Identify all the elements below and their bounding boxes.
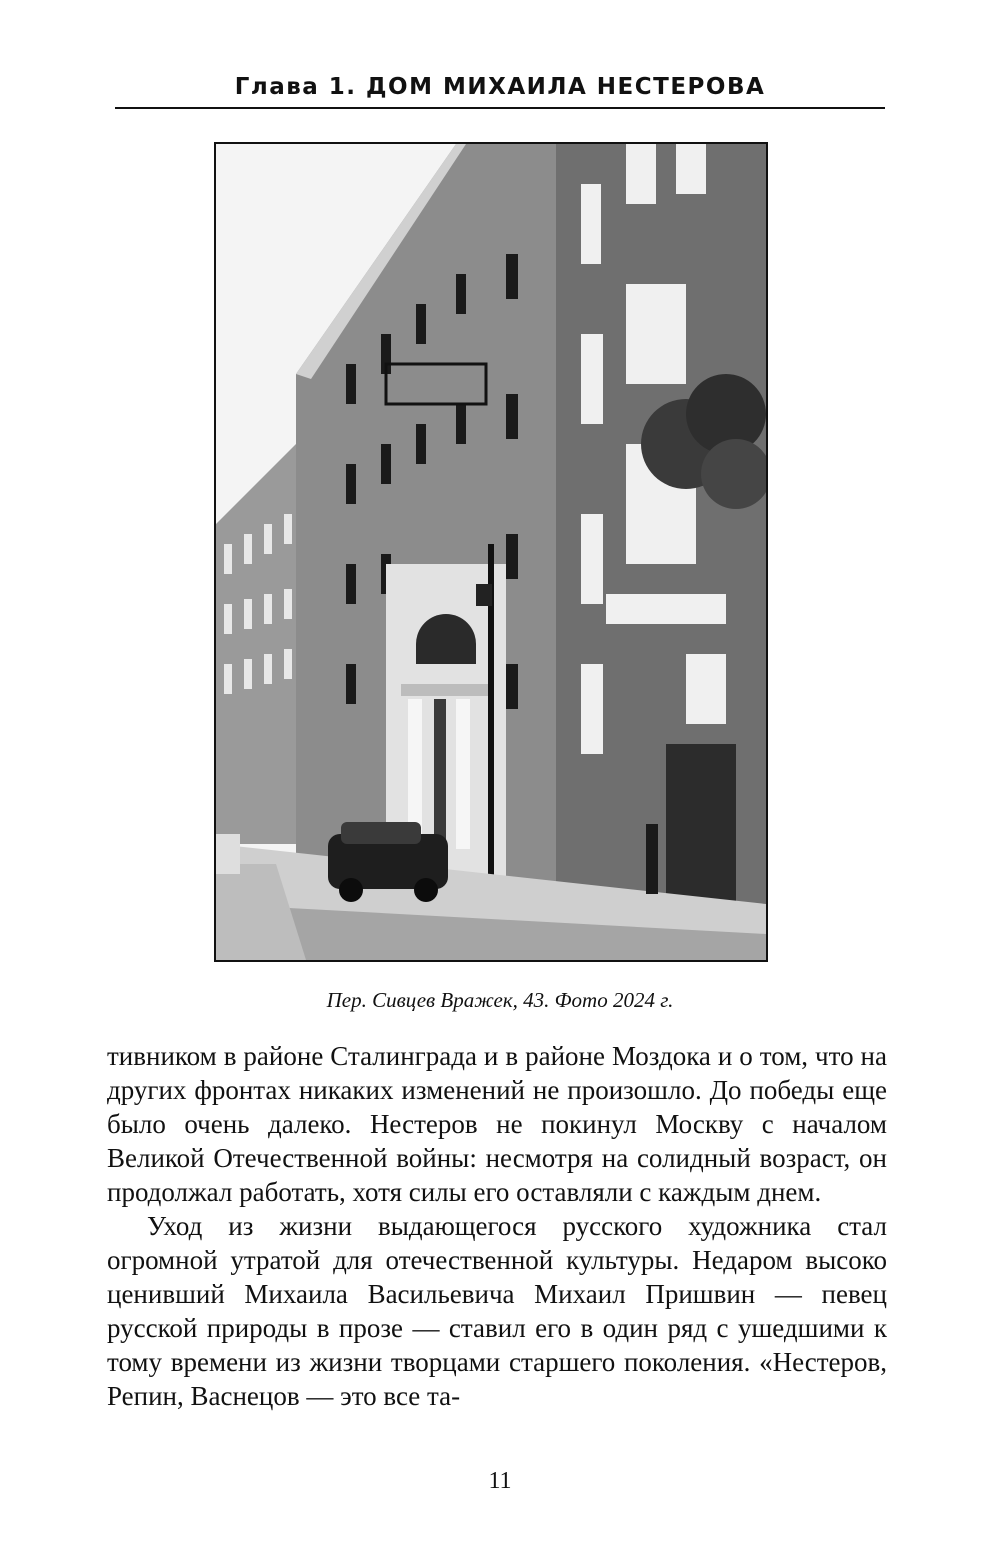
paragraph: Уход из жизни выдающегося русского художника стал огромной утратой для отечественной культуры. Недаром высоко ценивший Михаила Васильевича Михаил Пришвин — певец русской природы в прозе — ставил его в один ряд с ушедшими к тому времени из жизни творцами старшего поколения. «Нестеров, Репин, Васнецов — это все та- xyxy=(107,1211,887,1411)
page-number: 11 xyxy=(488,1468,512,1494)
body-text xyxy=(107,1039,887,1413)
header-rule xyxy=(115,107,885,109)
photo-caption: Пер. Сивцев Вражек, 43. Фото 2024 г. xyxy=(326,988,674,1012)
running-head: Глава 1. ДОМ МИХАИЛА НЕСТЕРОВА xyxy=(234,74,766,100)
building-photo xyxy=(214,142,768,962)
paragraph: тивником в районе Сталинграда и в районе Моздока и о том, что на других фронтах никаких изменений не произошло. До победы еще было очень далеко. Нестеров не покинул Москву с началом Великой Отечественной войны: несмотря на солидный возраст, он продолжал работать, хотя силы его оставляли с каждым днем. xyxy=(107,1041,887,1207)
